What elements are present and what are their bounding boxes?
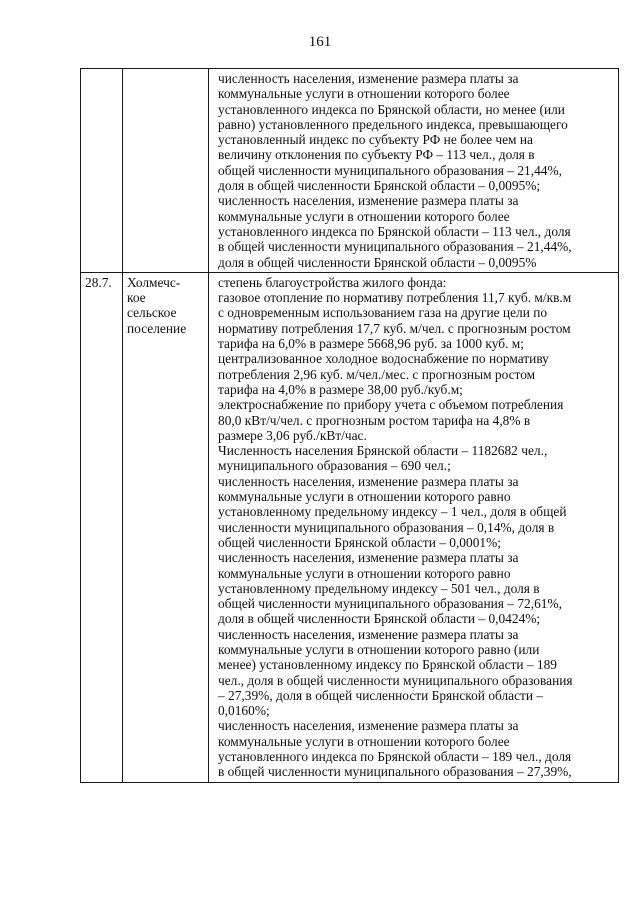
settlement-name-cell	[123, 69, 209, 273]
description-cell	[209, 69, 619, 273]
description-line: установленного индекса по Брянской области – 113 чел., доля	[218, 223, 571, 239]
description-line: тарифа на 6,0% в размере 5668,96 руб. за 1000 куб. м;	[218, 336, 524, 352]
page-number: 161	[308, 34, 332, 50]
description-line: установленного индекса по Брянской области – 189 чел., доля	[218, 749, 572, 765]
description-line: общей численности муниципального образования – 72,61%,	[218, 596, 562, 612]
description-line: коммунальные услуги в отношении которого более	[218, 208, 510, 224]
description-line: установленного индекса по Брянской области, но менее (или	[218, 101, 565, 117]
description-line: коммунальные услуги в отношении которого равно (или	[218, 641, 540, 657]
description-line: численность населения, изменение размера платы за	[218, 71, 519, 86]
description-line: – 27,39%, доля в общей численности Брянской области –	[218, 687, 544, 703]
description-line: установленному предельному индексу – 1 чел., доля в общей	[218, 504, 567, 520]
description-line: коммунальные услуги в отношении которого более	[218, 733, 510, 749]
description-line: с одновременным использованием газа на другие цели по	[218, 305, 548, 321]
description-line: численность населения, изменение размера платы за	[218, 550, 519, 566]
description-line: доля в общей численности Брянской области – 0,0424%;	[218, 611, 541, 627]
description-line: 80,0 кВт/ч/чел. с прогнозным ростом тарифа на 4,8% в	[218, 412, 531, 428]
description-line: равно) установленного предельного индекса, превышающего	[218, 116, 568, 132]
settlement-name-line: кое	[127, 290, 146, 306]
description-line: общей численности муниципального образования – 21,44%,	[218, 162, 562, 178]
table-row	[81, 69, 619, 273]
data-table	[80, 68, 619, 783]
description-line: доля в общей численности Брянской области – 0,0095%;	[218, 178, 541, 194]
description-line: электроснабжение по прибору учета с объемом потребления	[218, 397, 564, 413]
description-line: муниципального образования – 690 чел.;	[218, 458, 451, 474]
row-number-cell	[81, 69, 123, 273]
row-number-cell	[81, 272, 123, 782]
description-line: коммунальные услуги в отношении которого более	[218, 86, 510, 102]
settlement-name-line: поселение	[127, 320, 187, 336]
description-line: степень благоустройства жилого фонда:	[218, 274, 447, 290]
description-line: численность населения, изменение размера платы за	[218, 626, 519, 642]
table-row	[81, 272, 619, 782]
description-line: нормативу потребления 17,7 куб. м/чел. с прогнозным ростом	[218, 320, 571, 336]
description-line: численность населения, изменение размера платы за	[218, 718, 519, 734]
description-line: газовое отопление по нормативу потребления 11,7 куб. м/кв.м	[218, 290, 572, 306]
description-line: централизованное холодное водоснабжение по нормативу	[218, 351, 549, 367]
settlement-name-line: Холмечс-	[127, 274, 181, 290]
description-line: величину отклонения по субъекту РФ – 113 чел., доля в	[218, 147, 535, 163]
description-line: тарифа на 4,0% в размере 38,00 руб./куб.м;	[218, 381, 463, 397]
description-line: численности муниципального образования – 0,14%, доля в	[218, 519, 555, 535]
description-line: коммунальные услуги в отношении которого равно	[218, 489, 511, 505]
settlement-name-line: сельское	[127, 305, 177, 321]
description-line: потребления 2,96 куб. м/чел./мес. с прогнозным ростом	[218, 366, 536, 382]
description-line: коммунальные услуги в отношении которого равно	[218, 565, 511, 581]
description-line: менее) установленному индексу по Брянской области – 189	[218, 657, 558, 673]
description-line: установленный индекс по субъекту РФ не более чем на	[218, 132, 533, 148]
description-cell	[209, 272, 619, 782]
description-line: 0,0160%;	[218, 703, 270, 719]
description-line: установленному предельному индексу – 501 чел., доля в	[218, 580, 540, 596]
description-line: численность населения, изменение размера платы за	[218, 193, 519, 209]
description-line: чел., доля в общей численности муниципального образования	[218, 672, 573, 688]
description-line: размере 3,06 руб./кВт/час.	[218, 427, 367, 443]
row-number: 28.7.	[85, 274, 112, 290]
description-line: в общей численности муниципального образования – 21,44%,	[218, 239, 572, 255]
settlement-name-cell	[123, 272, 209, 782]
description-line: в общей численности муниципального образования – 27,39%,	[218, 764, 572, 780]
description-line: доля в общей численности Брянской области – 0,0095%	[218, 254, 537, 270]
description-line: общей численности Брянской области – 0,0001%;	[218, 534, 501, 550]
description-line: численность населения, изменение размера платы за	[218, 473, 519, 489]
description-line: Численность населения Брянской области – 1182682 чел.,	[218, 443, 548, 459]
